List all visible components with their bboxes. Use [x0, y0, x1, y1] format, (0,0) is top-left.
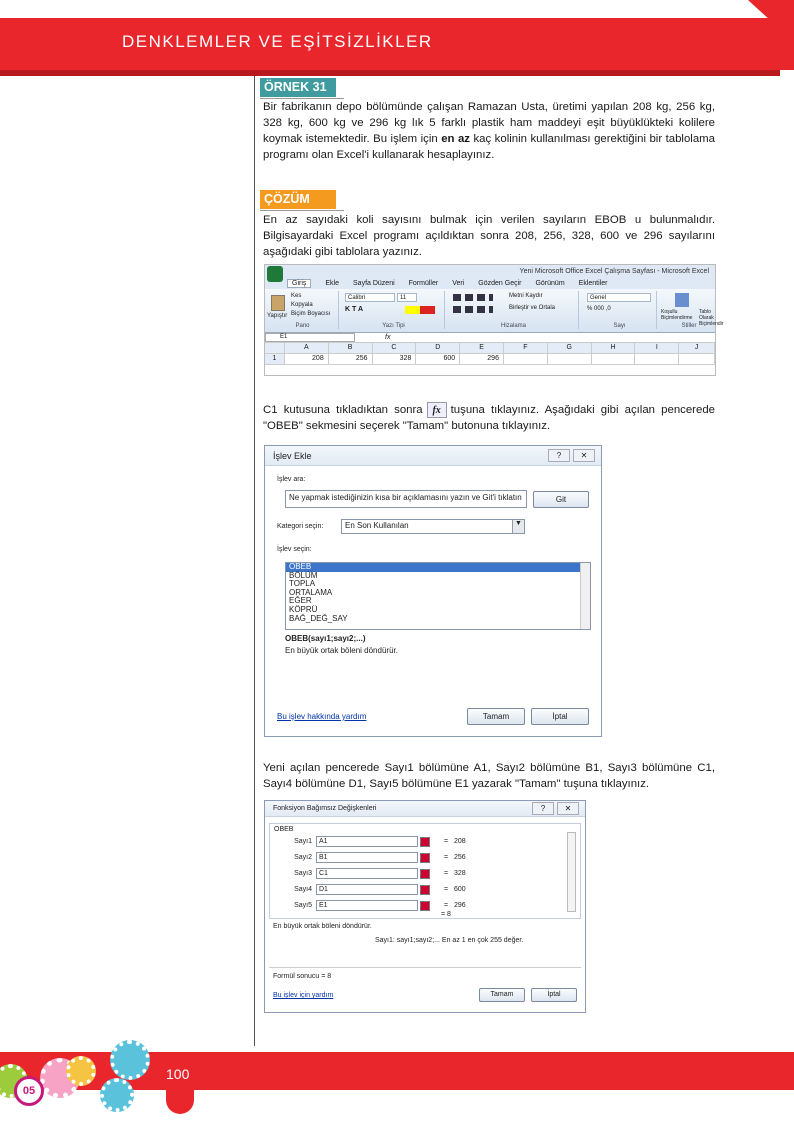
dialog-title-bar	[265, 801, 585, 817]
ribbon-tabs	[265, 277, 715, 289]
ribbon-tab[interactable]: Gözden Geçir	[478, 279, 522, 287]
cell[interactable]	[504, 354, 548, 365]
collapse-dialog-icon[interactable]	[420, 869, 430, 879]
gear-yellow-icon	[66, 1056, 96, 1086]
align-icons-2[interactable]	[453, 306, 493, 313]
total-result-value: 8	[447, 911, 451, 918]
close-button[interactable]: ✕	[557, 802, 579, 815]
argument-value: 208	[454, 838, 466, 845]
header-corner	[748, 0, 794, 42]
column-header[interactable]: E	[460, 343, 504, 354]
ribbon-group-number	[583, 291, 657, 329]
list-scrollbar[interactable]	[580, 563, 590, 629]
cell[interactable]: 328	[373, 354, 417, 365]
category-select[interactable]	[341, 519, 525, 534]
example-text-a: Bir fabrikanın depo bölümünde çalışan Ramazan Usta, üretimi yapılan 208 kg, 256 kg, 328 kg, 600 kg ve 296 kg lık 5 farklı plastik ham maddeyi eşit büyüklükteki kolilere koymak istemektedir. Bu işlem için	[263, 101, 715, 145]
equals-sign: =	[444, 886, 449, 893]
equals-sign: =	[444, 902, 449, 909]
page-number: 100	[166, 1066, 190, 1082]
gear-blue-icon	[110, 1040, 150, 1080]
name-box[interactable]: E1	[265, 333, 355, 342]
ok-button[interactable]: Tamam	[479, 988, 525, 1002]
bold-italic-underline-icons[interactable]: K T A	[345, 306, 364, 313]
margin-rule	[254, 76, 255, 1046]
align-icons[interactable]	[453, 294, 493, 301]
argument-label: Sayı5	[294, 902, 312, 909]
argument-row	[274, 852, 466, 863]
collapse-dialog-icon[interactable]	[420, 901, 430, 911]
number-format-select[interactable]: Genel	[587, 293, 651, 302]
argument-row	[274, 884, 466, 895]
cell[interactable]: 296	[460, 354, 504, 365]
ribbon-group-clipboard	[267, 291, 339, 329]
ribbon	[265, 289, 724, 333]
ribbon-group-alignment	[449, 291, 579, 329]
list-item[interactable]: BAĞ_DEĞ_SAY	[289, 613, 348, 623]
excel-window-title: Yeni Microsoft Office Excel Çalışma Sayfası - Microsoft Excel	[519, 267, 709, 275]
excel-title-bar	[265, 265, 715, 277]
column-header[interactable]: J	[679, 343, 715, 354]
solution-text-2	[263, 402, 715, 434]
column-header[interactable]: B	[329, 343, 373, 354]
column-header[interactable]: D	[416, 343, 460, 354]
cancel-button[interactable]: İptal	[531, 708, 589, 725]
collapse-dialog-icon[interactable]	[420, 885, 430, 895]
wrap-text-button[interactable]: Metni Kaydır	[509, 293, 543, 299]
argument-value: 600	[454, 886, 466, 893]
column-header[interactable]: F	[504, 343, 548, 354]
function-name: OBEB	[274, 826, 294, 833]
example-badge: ÖRNEK 31	[260, 78, 336, 97]
argument-input[interactable]: A1	[316, 836, 418, 847]
collapse-dialog-icon[interactable]	[420, 837, 430, 847]
ok-button[interactable]: Tamam	[467, 708, 525, 725]
help-link[interactable]: Bu işlev hakkında yardım	[277, 712, 367, 721]
function-signature: OBEB(sayı1;sayı2;...)	[285, 634, 366, 643]
args-scrollbar[interactable]	[567, 832, 576, 912]
copy-button[interactable]: Kopyala	[291, 302, 313, 308]
number-buttons[interactable]: % 000 ,0	[587, 306, 611, 312]
cell[interactable]	[635, 354, 679, 365]
example-text-b: kaç kolinin kullanılması gerektiğini bir tablolama programı olan Excel'i kullanarak hesaplayınız.	[263, 133, 715, 161]
function-description: En büyük ortak böleni döndürür.	[273, 923, 372, 930]
paste-button[interactable]: Yapıştır	[267, 313, 288, 319]
argument-description: Sayı1: sayı1;sayı2;... En az 1 en çok 255 değer.	[375, 937, 524, 944]
ribbon-tab[interactable]: Ekle	[325, 279, 340, 287]
group-label-styles: Stiller	[681, 323, 697, 329]
help-button[interactable]: ?	[532, 802, 554, 815]
select-all-corner[interactable]	[265, 343, 285, 354]
argument-value: 256	[454, 854, 466, 861]
table-row	[265, 354, 715, 365]
ribbon-group-font	[343, 291, 445, 329]
fill-font-color-icon[interactable]	[405, 306, 435, 314]
dialog-title: İşlev Ekle	[273, 450, 312, 461]
function-list[interactable]	[285, 562, 591, 630]
equals-sign: =	[444, 870, 449, 877]
arguments-group	[269, 823, 581, 919]
office-logo-icon[interactable]	[267, 266, 283, 282]
paste-icon[interactable]	[271, 295, 285, 311]
ribbon-group-styles	[661, 291, 724, 329]
category-value: En Son Kullanılan	[345, 521, 409, 530]
dialog-title-bar	[265, 446, 601, 466]
column-header[interactable]: A	[285, 343, 329, 354]
argument-label: Sayı3	[294, 870, 312, 877]
format-painter-button[interactable]: Biçim Boyacısı	[291, 311, 331, 317]
column-header[interactable]: I	[635, 343, 679, 354]
dialog-title: Fonksiyon Bağımsız Değişkenleri	[273, 805, 377, 812]
page-tab	[166, 1052, 194, 1114]
solution-text-2b: tuşuna tıklayınız. Aşağıdaki gibi açılan pencerede "OBEB" sekmesini seçerek "Tamam" butonuna tıklayınız.	[263, 404, 715, 433]
row-header[interactable]: 1	[265, 354, 285, 365]
list-item[interactable]: EĞER	[289, 596, 312, 606]
argument-input[interactable]: E1	[316, 900, 418, 911]
list-item[interactable]: TOPLA	[289, 579, 316, 589]
ribbon-tab[interactable]: Veri	[452, 279, 465, 287]
font-select[interactable]: Calibri	[345, 293, 395, 302]
ribbon-tab[interactable]: Eklentiler	[578, 279, 608, 287]
column-header[interactable]: H	[592, 343, 636, 354]
ribbon-tab[interactable]: Görünüm	[535, 279, 565, 287]
solution-text-1: En az sayıdaki koli sayısını bulmak için verilen sayıların EBOB u bulunmalıdır. Bilgisayardaki Excel programı açıldıktan sonra 208, 256, 328, 600 ve 296 sayılarını aşağıdaki gibi tablolara yazınız.	[263, 214, 715, 258]
search-label: İşlev ara:	[277, 476, 306, 483]
collapse-dialog-icon[interactable]	[420, 853, 430, 863]
argument-value: 328	[454, 870, 466, 877]
list-item[interactable]: KÖPRÜ	[289, 604, 318, 614]
formula-result: Formül sonucu = 8	[273, 973, 332, 980]
insert-function-dialog	[264, 445, 602, 737]
conditional-format-button[interactable]: Koşullu Biçimlendirme	[661, 309, 693, 321]
solution-text-2a: C1 kutusuna tıkladıktan sonra	[263, 404, 423, 417]
cell[interactable]	[592, 354, 636, 365]
cancel-button[interactable]: İptal	[531, 988, 577, 1002]
cut-button[interactable]: Kes	[291, 293, 302, 299]
formula-bar	[265, 333, 715, 343]
search-input[interactable]: Ne yapmak istediğinizin kısa bir açıklamasını yazın ve Git'i tıklatın	[285, 490, 527, 508]
argument-row	[274, 836, 466, 847]
argument-label: Sayı1	[294, 838, 312, 845]
equals-sign: =	[444, 838, 449, 845]
category-label: Kategori seçin:	[277, 523, 324, 530]
insert-function-icon: fx	[427, 402, 447, 418]
solution-text-3: Yeni açılan pencerede Sayı1 bölümüne A1, Sayı2 bölümüne B1, Sayı3 bölümüne C1, Sayı4 bölümüne D1, Sayı5 bölümüne E1 yazarak "Tamam" tuşuna tıklayınız.	[263, 762, 715, 790]
argument-row	[274, 868, 466, 879]
function-list-label: İşlev seçin:	[277, 546, 312, 553]
total-result: = 8	[441, 911, 451, 918]
list-item[interactable]: OBEB	[286, 563, 590, 572]
merge-center-button[interactable]: Birleştir ve Ortala	[509, 305, 556, 311]
column-headers	[265, 343, 715, 354]
group-label-number: Sayı	[613, 323, 626, 329]
argument-input[interactable]: C1	[316, 868, 418, 879]
chapter-title: DENKLEMLER VE EŞİTSİZLİKLER	[122, 32, 433, 51]
excel-window	[264, 264, 724, 376]
fx-icon[interactable]: fx	[385, 334, 391, 341]
argument-row	[274, 900, 466, 911]
example-text-bold: en az	[441, 133, 470, 145]
argument-label: Sayı2	[294, 854, 312, 861]
chevron-down-icon[interactable]: ▼	[512, 520, 524, 533]
divider	[269, 967, 581, 968]
ribbon-tab[interactable]: Giriş	[287, 279, 311, 288]
cell[interactable]: 256	[329, 354, 373, 365]
column-header[interactable]: C	[373, 343, 417, 354]
group-label-font: Yazı Tipi	[382, 323, 405, 329]
argument-label: Sayı4	[294, 886, 312, 893]
gear-blue-2-icon	[100, 1078, 134, 1112]
function-description: En büyük ortak böleni döndürür.	[285, 646, 398, 655]
group-label-alignment: Hizalama	[500, 323, 526, 329]
cell[interactable]: 208	[285, 354, 329, 365]
argument-input[interactable]: B1	[316, 852, 418, 863]
go-button[interactable]: Git	[533, 491, 589, 508]
argument-input[interactable]: D1	[316, 884, 418, 895]
help-button[interactable]: ?	[548, 449, 570, 462]
table-format-button[interactable]: Tablo Olarak Biçimlendir	[699, 309, 724, 327]
ribbon-tab[interactable]: Formüller	[408, 279, 439, 287]
header-shadow	[0, 70, 780, 76]
column-header[interactable]: G	[548, 343, 592, 354]
argument-value: 296	[454, 902, 466, 909]
cell[interactable]: 600	[416, 354, 460, 365]
example-text	[263, 99, 715, 163]
font-size-select[interactable]: 11	[397, 293, 417, 302]
group-label-clipboard: Pano	[295, 323, 310, 329]
cell[interactable]	[548, 354, 592, 365]
conditional-format-icon[interactable]	[675, 293, 689, 307]
equals-sign: =	[444, 854, 449, 861]
solution-badge: ÇÖZÜM	[260, 190, 336, 209]
list-item[interactable]: ORTALAMA	[289, 587, 333, 597]
cell[interactable]	[679, 354, 715, 365]
function-arguments-dialog	[264, 800, 586, 1013]
help-link[interactable]: Bu işlev için yardım	[273, 992, 334, 999]
close-button[interactable]: ✕	[573, 449, 595, 462]
list-item[interactable]: BÖLÜM	[289, 570, 318, 580]
ribbon-tab[interactable]: Sayfa Düzeni	[353, 279, 395, 287]
chapter-badge: 05	[14, 1076, 44, 1106]
